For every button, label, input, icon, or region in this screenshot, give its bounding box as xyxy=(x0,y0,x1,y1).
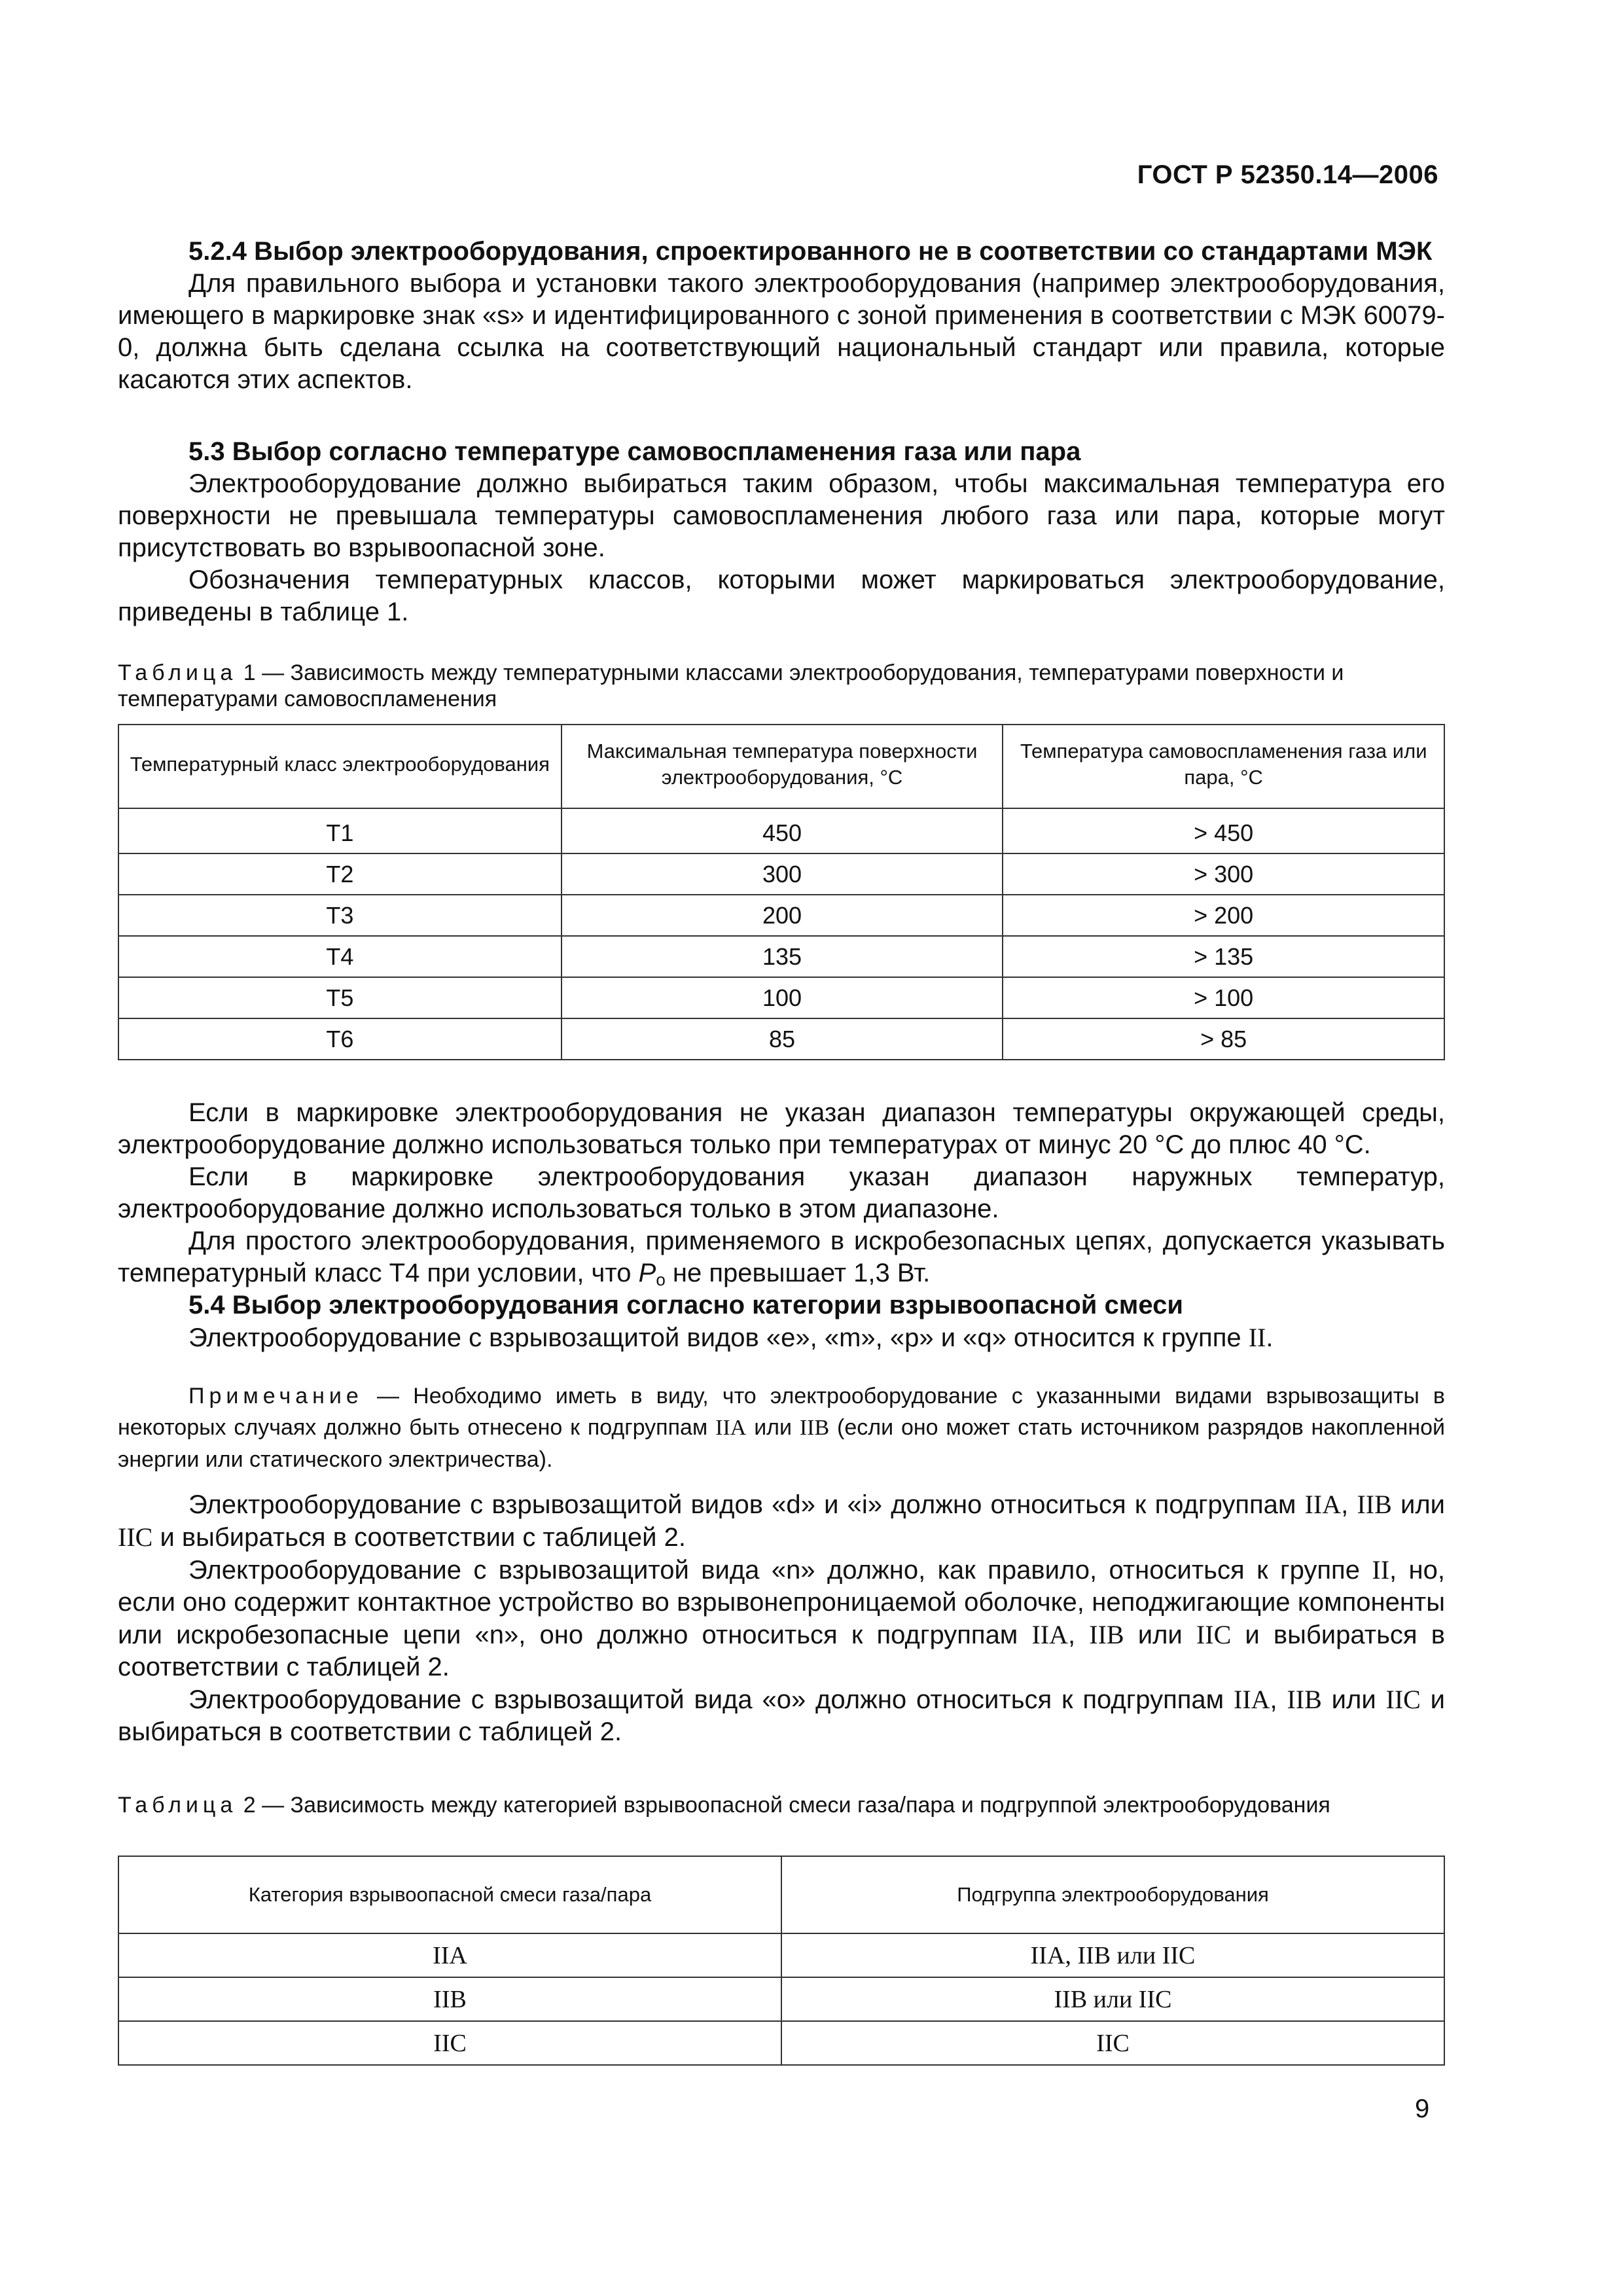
table-row xyxy=(118,977,1444,1018)
paragraph: Электрооборудование с взрывозащитой вида «n» должно, как правило, относиться к группе II, но, если оно содержит контактное устройство во взрывонепроницаемой оболочке, неподжигающие компоненты или искробезопасные цепи «n», оно должно относиться к подгруппам IIА, IIВ или IIС и выбираться в соответствии с таблицей 2. xyxy=(118,1555,1445,1681)
text-after-note xyxy=(118,1488,1445,1748)
table-cell: > 85 xyxy=(1003,1018,1444,1060)
paragraph: Электрооборудование должно выбираться таким образом, чтобы максимальная температура его поверхности не превышала температуры самовоспламенения любого газа или пара, которые могут присутствовать во взрывоопасной зоне. xyxy=(118,469,1445,562)
caption-text: 1 — Зависимость между температурными классами электрооборудования, температурами поверхности и температурами самовоспламенения xyxy=(118,660,1344,711)
column-header: Категория взрывоопасной смеси газа/пара xyxy=(118,1856,781,1933)
note: Примечание — Необходимо иметь в виду, что электрооборудование с указанными видами взрывозащиты в некоторых случаях должно быть отнесено к подгруппам IIА или IIВ (если оно может стать источником разрядов накопленной энергии или статического электричества). xyxy=(118,1384,1445,1472)
column-header: Температура самовоспламенения газа или пара, °C xyxy=(1003,725,1444,808)
paragraph: Если в маркировке электрооборудования указан диапазон наружных температур, электрооборудование должно использоваться только в этом диапазоне. xyxy=(118,1162,1445,1223)
paragraph: Электрооборудование с взрывозащитой видов «d» и «i» должно относиться к подгруппам IIА, IIВ или IIС и выбираться в соответствии с таблицей 2. xyxy=(118,1490,1445,1552)
table-cell: Т6 xyxy=(118,1018,562,1060)
table-cell: IIА xyxy=(118,1933,781,1977)
note-label: Примечание xyxy=(188,1384,363,1408)
standard-number: ГОСТ Р 52350.14—2006 xyxy=(1137,160,1438,189)
table-cell: > 100 xyxy=(1003,977,1444,1018)
temperature-class-table xyxy=(118,724,1445,1060)
paragraph: Электрооборудование с взрывозащитой вида «о» должно относиться к подгруппам IIА, IIВ или IIС и выбираться в соответствии с таблицей 2. xyxy=(118,1685,1445,1746)
table-cell: Т5 xyxy=(118,977,562,1018)
section-5-3 xyxy=(118,436,1445,628)
table-2 xyxy=(118,1856,1445,2066)
table-row xyxy=(118,1018,1444,1060)
caption-text: 2 — Зависимость между категорией взрывоопасной смеси газа/пара и подгруппой электрооборудования xyxy=(237,1793,1330,1818)
column-header: Максимальная температура поверхности электрооборудования, °C xyxy=(562,725,1003,808)
page-number: 9 xyxy=(1415,2094,1430,2123)
table-row xyxy=(118,2021,1444,2065)
caption-label: Таблица xyxy=(118,1793,238,1818)
table-cell: Т1 xyxy=(118,808,562,853)
table-cell: IIС xyxy=(781,2021,1444,2065)
section-heading-5-4: 5.4 Выбор электрооборудования согласно категории взрывоопасной смеси xyxy=(188,1291,1183,1319)
section-heading-5-2-4: 5.2.4 Выбор электрооборудования, спроектированного не в соответствии со стандартами МЭК xyxy=(188,237,1433,266)
table-row xyxy=(118,1933,1444,1977)
table-cell: Т2 xyxy=(118,853,562,895)
table-cell: 200 xyxy=(562,895,1003,936)
paragraph: Для простого электрооборудования, применяемого в искробезопасных цепях, допускается указывать температурный класс Т4 при условии, что $P_о$ не превышает 1,3 Вт. xyxy=(118,1227,1445,1289)
table-row xyxy=(118,895,1444,936)
table-cell: IIА, IIВ или IIС xyxy=(781,1933,1444,1977)
table-cell: 85 xyxy=(562,1018,1003,1060)
column-header: Температурный класс электрооборудования xyxy=(118,725,562,808)
table-cell: IIВ xyxy=(118,1977,781,2021)
table-1-caption xyxy=(118,660,1445,712)
gas-category-table xyxy=(118,1856,1445,2066)
section-heading-5-3: 5.3 Выбор согласно температуре самовоспламенения газа или пара xyxy=(188,437,1081,466)
paragraph: Если в маркировке электрооборудования не указан диапазон температуры окружающей среды, электрооборудование должно использоваться только при температурах от минус 20 °С до плюс 40 °С. xyxy=(118,1098,1445,1159)
paragraph: Для правильного выбора и установки такого электрооборудования (например электрооборудования, имеющего в маркировке знак «s» и идентифицированного с зоной применения в соответствии с МЭК 60079-0, должна быть сделана ссылка на соответствующий национальный стандарт или правила, которые касаются этих аспектов. xyxy=(118,269,1445,394)
section-5-2-4 xyxy=(118,236,1445,396)
table-cell: > 450 xyxy=(1003,808,1444,853)
table-1 xyxy=(118,724,1445,1060)
table-row xyxy=(118,936,1444,977)
table-cell: 450 xyxy=(562,808,1003,853)
symbol: P xyxy=(638,1259,656,1287)
table-cell: 135 xyxy=(562,936,1003,977)
table-cell: IIС xyxy=(118,2021,781,2065)
caption-label: Таблица xyxy=(118,660,238,685)
paragraph: Электрооборудование с взрывозащитой видов «е», «m», «р» и «q» относится к группе II. xyxy=(188,1323,1274,1352)
table-cell: > 300 xyxy=(1003,853,1444,895)
table-2-caption xyxy=(118,1792,1445,1818)
table-cell: 100 xyxy=(562,977,1003,1018)
text-after-table-1 xyxy=(118,1097,1445,1354)
table-cell: IIВ или IIС xyxy=(781,1977,1444,2021)
table-row xyxy=(118,808,1444,853)
table-cell: Т3 xyxy=(118,895,562,936)
table-row xyxy=(118,1977,1444,2021)
table-row xyxy=(118,853,1444,895)
table-cell: > 135 xyxy=(1003,936,1444,977)
table-cell: 300 xyxy=(562,853,1003,895)
paragraph: Обозначения температурных классов, которыми может маркироваться электрооборудование, приведены в таблице 1. xyxy=(118,565,1445,626)
table-cell: Т4 xyxy=(118,936,562,977)
table-cell: > 200 xyxy=(1003,895,1444,936)
column-header: Подгруппа электрооборудования xyxy=(781,1856,1444,1933)
